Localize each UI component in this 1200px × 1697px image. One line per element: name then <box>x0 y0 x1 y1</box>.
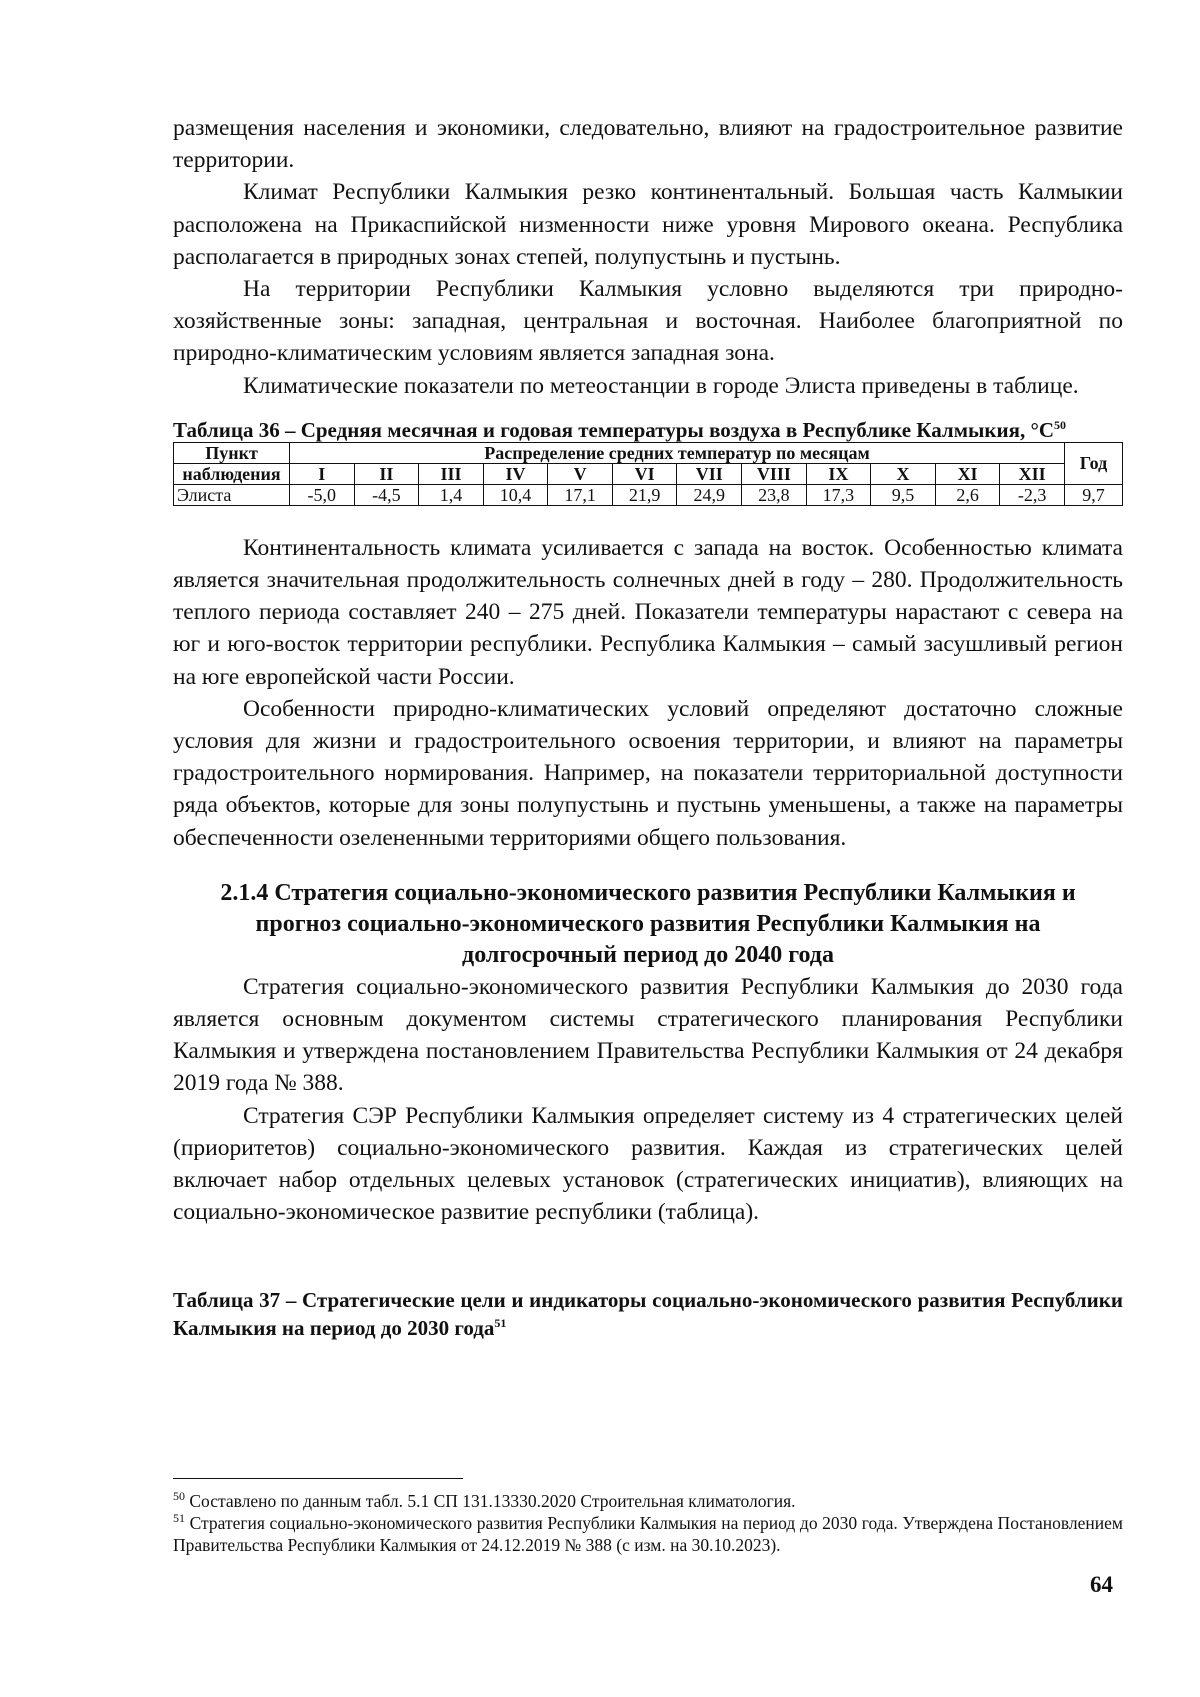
table-row <box>174 484 1123 505</box>
month-header: VIII <box>742 463 807 484</box>
month-header: VII <box>677 463 742 484</box>
spacer <box>173 506 1123 532</box>
footnote-text: Составлено по данным табл. 5.1 СП 131.13330.2020 Строительная климатология. <box>189 1491 796 1511</box>
month-header: IX <box>806 463 871 484</box>
month-header: VI <box>612 463 677 484</box>
month-header: XI <box>935 463 1000 484</box>
page-number: 64 <box>1090 1572 1113 1597</box>
paragraph: Особенности природно-климатических условий определяют достаточно сложные условия для жизни и градостроительного освоения территории, и влияют на параметры градостроительного нормирования. Например, на показатели территориальной доступности ряда объектов, которые для зоны полупустынь и пустынь уменьшены, а также на параметры обеспеченности озелененными территориями общего пользования. <box>173 695 1123 851</box>
temperature-cell: -5,0 <box>290 484 355 505</box>
temperature-cell: 2,6 <box>935 484 1000 505</box>
header-year: Год <box>1065 442 1123 484</box>
temperature-cell: -4,5 <box>354 484 419 505</box>
header-group: Распределение средних температур по месяцам <box>290 442 1065 463</box>
temperature-cell: 10,4 <box>483 484 548 505</box>
footnote-number: 50 <box>173 1489 185 1504</box>
month-header: XII <box>1000 463 1065 484</box>
month-header: IV <box>483 463 548 484</box>
header-point-line2: наблюдения <box>174 463 290 484</box>
section-heading <box>173 878 1123 971</box>
temperature-cell: 17,3 <box>806 484 871 505</box>
footnote-text: Стратегия социально-экономического развития Республики Калмыкия на период до 2030 года. Утверждена Постановлением Правительства Республики Калмыкия от 24.12.2019 № 388 (с изм. на 30.10.2023). <box>173 1513 1124 1555</box>
temperature-cell: -2,3 <box>1000 484 1065 505</box>
table-header-row <box>174 442 1123 463</box>
temperature-cell: 24,9 <box>677 484 742 505</box>
temperature-table <box>173 442 1123 506</box>
month-header: II <box>354 463 419 484</box>
table-months-row <box>174 463 1123 484</box>
footnote <box>173 1512 1123 1556</box>
table-37-caption-text: Таблица 37 – Стратегические цели и индикаторы социально-экономического развития Республики Калмыкия на период до 2030 года <box>173 1288 1123 1341</box>
station-name: Элиста <box>174 484 290 505</box>
month-header: III <box>419 463 484 484</box>
footnote-ref: 50 <box>1054 417 1067 432</box>
footnotes <box>173 1490 1123 1556</box>
footnote-ref: 51 <box>494 1316 507 1331</box>
section-heading-line: 2.1.4 Стратегия социально-экономического развития Республики Калмыкия и <box>220 879 1076 906</box>
footnote-separator <box>173 1478 463 1479</box>
table-37-caption <box>173 1286 1123 1342</box>
temperature-cell: 9,5 <box>871 484 936 505</box>
paragraph: Стратегия социально-экономического развития Республики Калмыкия до 2030 года является основным документом системы стратегического планирования Республики Калмыкия и утверждена постановлением Правительства Республики Калмыкия от 24 декабря 2019 года № 388. <box>173 973 1123 1097</box>
temperature-cell: 21,9 <box>612 484 677 505</box>
header-point-line1: Пункт <box>174 442 290 463</box>
paragraph: размещения населения и экономики, следовательно, влияют на градостроительное развитие территории. <box>173 115 1123 174</box>
month-header: X <box>871 463 936 484</box>
footnote <box>173 1490 1123 1512</box>
paragraph: Континентальность климата усиливается с запада на восток. Особенностью климата является значительная продолжительность солнечных дней в году – 280. Продолжительность теплого периода составляет 240 – 275 дней. Показатели температуры нарастают с севера на юг и юго-восток территории республики. Республика Калмыкия – самый засушливый регион на юге европейской части России. <box>173 534 1123 690</box>
paragraph: Климатические показатели по метеостанции в городе Элиста приведены в таблице. <box>243 372 1079 399</box>
table-36-caption <box>173 418 1123 442</box>
temperature-cell: 23,8 <box>742 484 807 505</box>
footnote-number: 51 <box>173 1511 185 1526</box>
section-heading-line: прогноз социально-экономического развития Республики Калмыкия на <box>255 910 1041 937</box>
paragraph: Климат Республики Калмыкия резко континентальный. Большая часть Калмыкии расположена на Прикаспийской низменности ниже уровня Мирового океана. Республика располагается в природных зонах степей, полупустынь и пустынь. <box>173 179 1123 270</box>
section-heading-line: долгосрочный период до 2040 года <box>462 941 834 968</box>
paragraph: На территории Республики Калмыкия условно выделяются три природно-хозяйственные зоны: западная, центральная и восточная. Наиболее благоприятной по природно-климатическим условиям является западная зона. <box>173 276 1123 367</box>
table-36-caption-text: Таблица 36 – Средняя месячная и годовая температуры воздуха в Республике Калмыкия, °С <box>173 417 1055 442</box>
temperature-cell: 1,4 <box>419 484 484 505</box>
month-header: V <box>548 463 613 484</box>
paragraph: Стратегия СЭР Республики Калмыкия определяет систему из 4 стратегических целей (приоритетов) социально-экономического развития. Каждая из стратегических целей включает набор отдельных целевых установок (стратегических инициатив), влияющих на социально-экономическое развитие республики (таблица). <box>173 1102 1123 1226</box>
page-content <box>173 112 1123 1342</box>
temperature-cell: 17,1 <box>548 484 613 505</box>
month-header: I <box>290 463 355 484</box>
year-cell: 9,7 <box>1065 484 1123 505</box>
